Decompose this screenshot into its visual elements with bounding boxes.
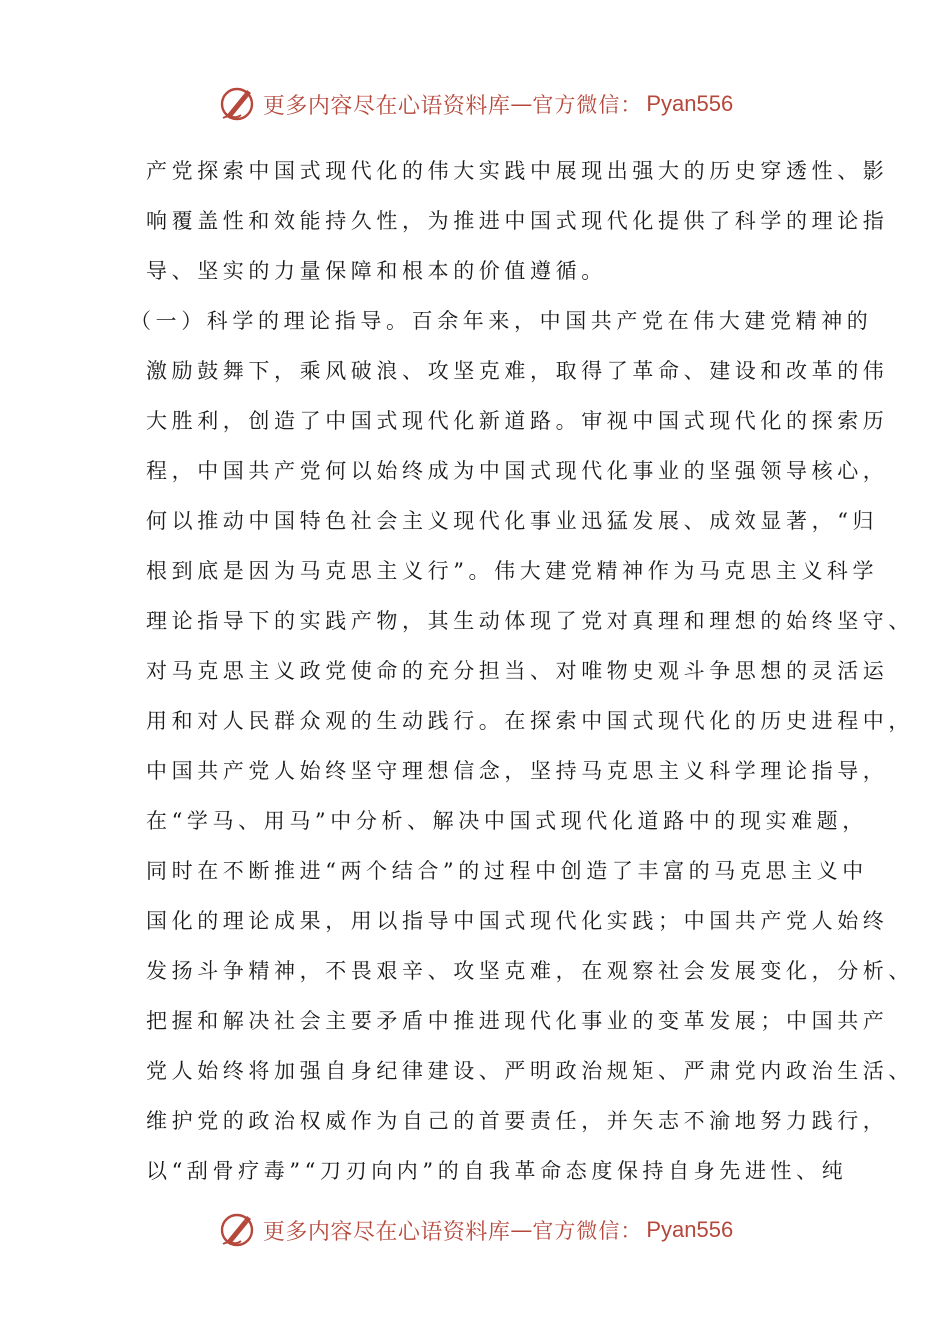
pen-logo-icon bbox=[217, 84, 257, 124]
body-line: 发扬斗争精神，不畏艰辛、攻坚克难，在观察社会发展变化，分析、 bbox=[146, 959, 914, 983]
footer-banner bbox=[0, 1208, 950, 1252]
banner-dash: — bbox=[510, 1217, 533, 1243]
body-line: 大胜利，创造了中国式现代化新道路。审视中国式现代化的探索历 bbox=[146, 409, 889, 433]
body-line: 产党探索中国式现代化的伟大实践中展现出强大的历史穿透性、影 bbox=[146, 159, 889, 183]
body-line: （一）科学的理论指导。百余年来，中国共产党在伟大建党精神的 bbox=[130, 309, 873, 333]
body-line: 激励鼓舞下，乘风破浪、攻坚克难，取得了革命、建设和改革的伟 bbox=[146, 359, 889, 383]
banner-wechat-label: 官方微信： bbox=[532, 1219, 643, 1243]
header-banner bbox=[0, 82, 950, 126]
body-line: 根到底是因为马克思主义行”。伟大建党精神作为马克思主义科学 bbox=[146, 559, 879, 583]
body-line: 国化的理论成果，用以指导中国式现代化实践；中国共产党人始终 bbox=[146, 909, 889, 933]
banner-wechat-id: Pyan556 bbox=[646, 91, 734, 116]
body-line: 程，中国共产党何以始终成为中国式现代化事业的坚强领导核心， bbox=[146, 459, 889, 483]
banner-brand-text: 更多内容尽在心语资料库 bbox=[262, 93, 511, 119]
body-line: 以“刮骨疗毒”“刀刃向内”的自我革命态度保持自身先进性、纯 bbox=[146, 1159, 848, 1183]
banner-wechat-label: 官方微信： bbox=[532, 93, 643, 117]
banner-brand-text: 更多内容尽在心语资料库 bbox=[262, 1219, 511, 1245]
body-line: 导、坚实的力量保障和根本的价值遵循。 bbox=[146, 259, 607, 283]
body-line: 党人始终将加强自身纪律建设、严明政治规矩、严肃党内政治生活、 bbox=[146, 1059, 914, 1083]
body-line: 何以推动中国特色社会主义现代化事业迅猛发展、成效显著，“归 bbox=[146, 509, 879, 533]
document-body bbox=[130, 146, 914, 1196]
body-line: 在“学马、用马”中分析、解决中国式现代化道路中的现实难题， bbox=[146, 809, 868, 833]
banner-wechat-id: Pyan556 bbox=[646, 1217, 734, 1242]
body-line: 对马克思主义政党使命的充分担当、对唯物史观斗争思想的灵活运 bbox=[146, 659, 889, 683]
pen-logo-icon bbox=[217, 1210, 257, 1250]
body-line: 同时在不断推进“两个结合”的过程中创造了丰富的马克思主义中 bbox=[146, 859, 868, 883]
banner-dash: — bbox=[510, 91, 533, 117]
body-line: 维护党的政治权威作为自己的首要责任，并矢志不渝地努力践行， bbox=[146, 1109, 889, 1133]
body-line: 用和对人民群众观的生动践行。在探索中国式现代化的历史进程中， bbox=[146, 709, 914, 733]
body-line: 中国共产党人始终坚守理想信念，坚持马克思主义科学理论指导， bbox=[146, 759, 889, 783]
body-line: 理论指导下的实践产物，其生动体现了党对真理和理想的始终坚守、 bbox=[146, 609, 914, 633]
body-line: 响覆盖性和效能持久性，为推进中国式现代化提供了科学的理论指 bbox=[146, 209, 889, 233]
body-line: 把握和解决社会主要矛盾中推进现代化事业的变革发展；中国共产 bbox=[146, 1009, 889, 1033]
